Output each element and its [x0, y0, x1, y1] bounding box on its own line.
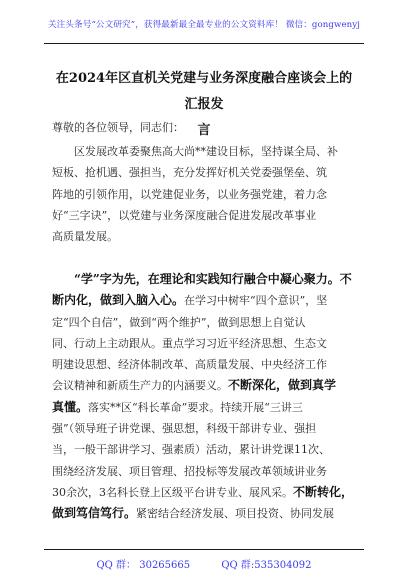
- paragraph-1-line: 短板、抢机遇、强担当，充分发挥好机关党委强堡垒、筑: [52, 166, 327, 180]
- title-line-1: 在2024年区直机关党建与业务深度融合座谈会上的汇报发: [55, 71, 353, 112]
- paragraph-2-line: 围绕经济发展、项目管理、招投标等发展改革领域讲业务: [52, 464, 327, 478]
- footer-contact: [0, 556, 408, 571]
- paragraph-2-line: 同、行动上主动跟从。重点学习习近平经济思想、生态文: [52, 336, 327, 350]
- paragraph-2-text: 在学习中树牢“四个意识”，坚: [184, 294, 328, 308]
- section-heading: “学”字为先，在理论和实践知行融合中凝心聚力。不: [74, 272, 352, 286]
- paragraph-2-text: 30余次，3名科长登上区级平台讲专业、展风采。: [52, 485, 293, 499]
- subheading-inline: 不断转化，: [293, 484, 354, 499]
- salutation: 尊敬的各位领导，同志们：: [52, 121, 184, 134]
- subheading-inline: 真懂。: [52, 399, 89, 414]
- paragraph-1-line: 区发展改革委聚焦高大尚**建设目标，坚持谋全局、补: [74, 145, 338, 158]
- footer-divider: [44, 549, 364, 550]
- paragraph-2: [52, 269, 358, 525]
- paragraph-2-line: 强”（领导班子讲党课、强思想，科级干部讲专业、强担: [52, 422, 317, 436]
- paragraph-2-text: 落实**区“科长革命”要求。持续开展“三讲三: [88, 400, 303, 414]
- paragraph-1-line: 高质量发展。: [52, 230, 118, 244]
- paragraph-2-line: 明建设思想、经济体制改革、高质量发展、中央经济工作: [52, 358, 327, 372]
- header-promo-note: 关注头条号“公文研究”，获得最新最全最专业的公文资料库！ 微信：gongwenyj: [47, 20, 361, 30]
- paragraph-2-text: 紧密结合经济发展、项目投资、协同发展: [136, 507, 335, 521]
- paragraph-1: [52, 141, 358, 247]
- qq-group-2: QQ 群:535304092: [221, 560, 312, 571]
- paragraph-1-line: 好“三字诀”，以党建与业务深度融合促进发展改革事业: [52, 208, 317, 222]
- qq-group-1: QQ 群： 30265665: [96, 560, 191, 571]
- subheading-inline: 不断深化，做到真学: [228, 378, 337, 393]
- paragraph-1-line: 阵地的引领作用，以党建促业务，以业务强党建，着力念: [52, 187, 327, 201]
- paragraph-2-line: 当，一般干部讲学习、强素质）活动，累计讲党课11次、: [52, 443, 330, 457]
- subheading-inline: 断内化，做到入脑入心。: [52, 293, 185, 308]
- title-line-2: 言: [197, 123, 211, 138]
- subheading-inline: 做到笃信笃行。: [52, 506, 137, 521]
- header-divider: [44, 43, 364, 44]
- paragraph-2-line: 定“四个自信”，做到“两个维护”，做到思想上自觉认: [52, 315, 306, 329]
- paragraph-2-text: 会议精神和新质生产力的内涵要义。: [52, 379, 228, 393]
